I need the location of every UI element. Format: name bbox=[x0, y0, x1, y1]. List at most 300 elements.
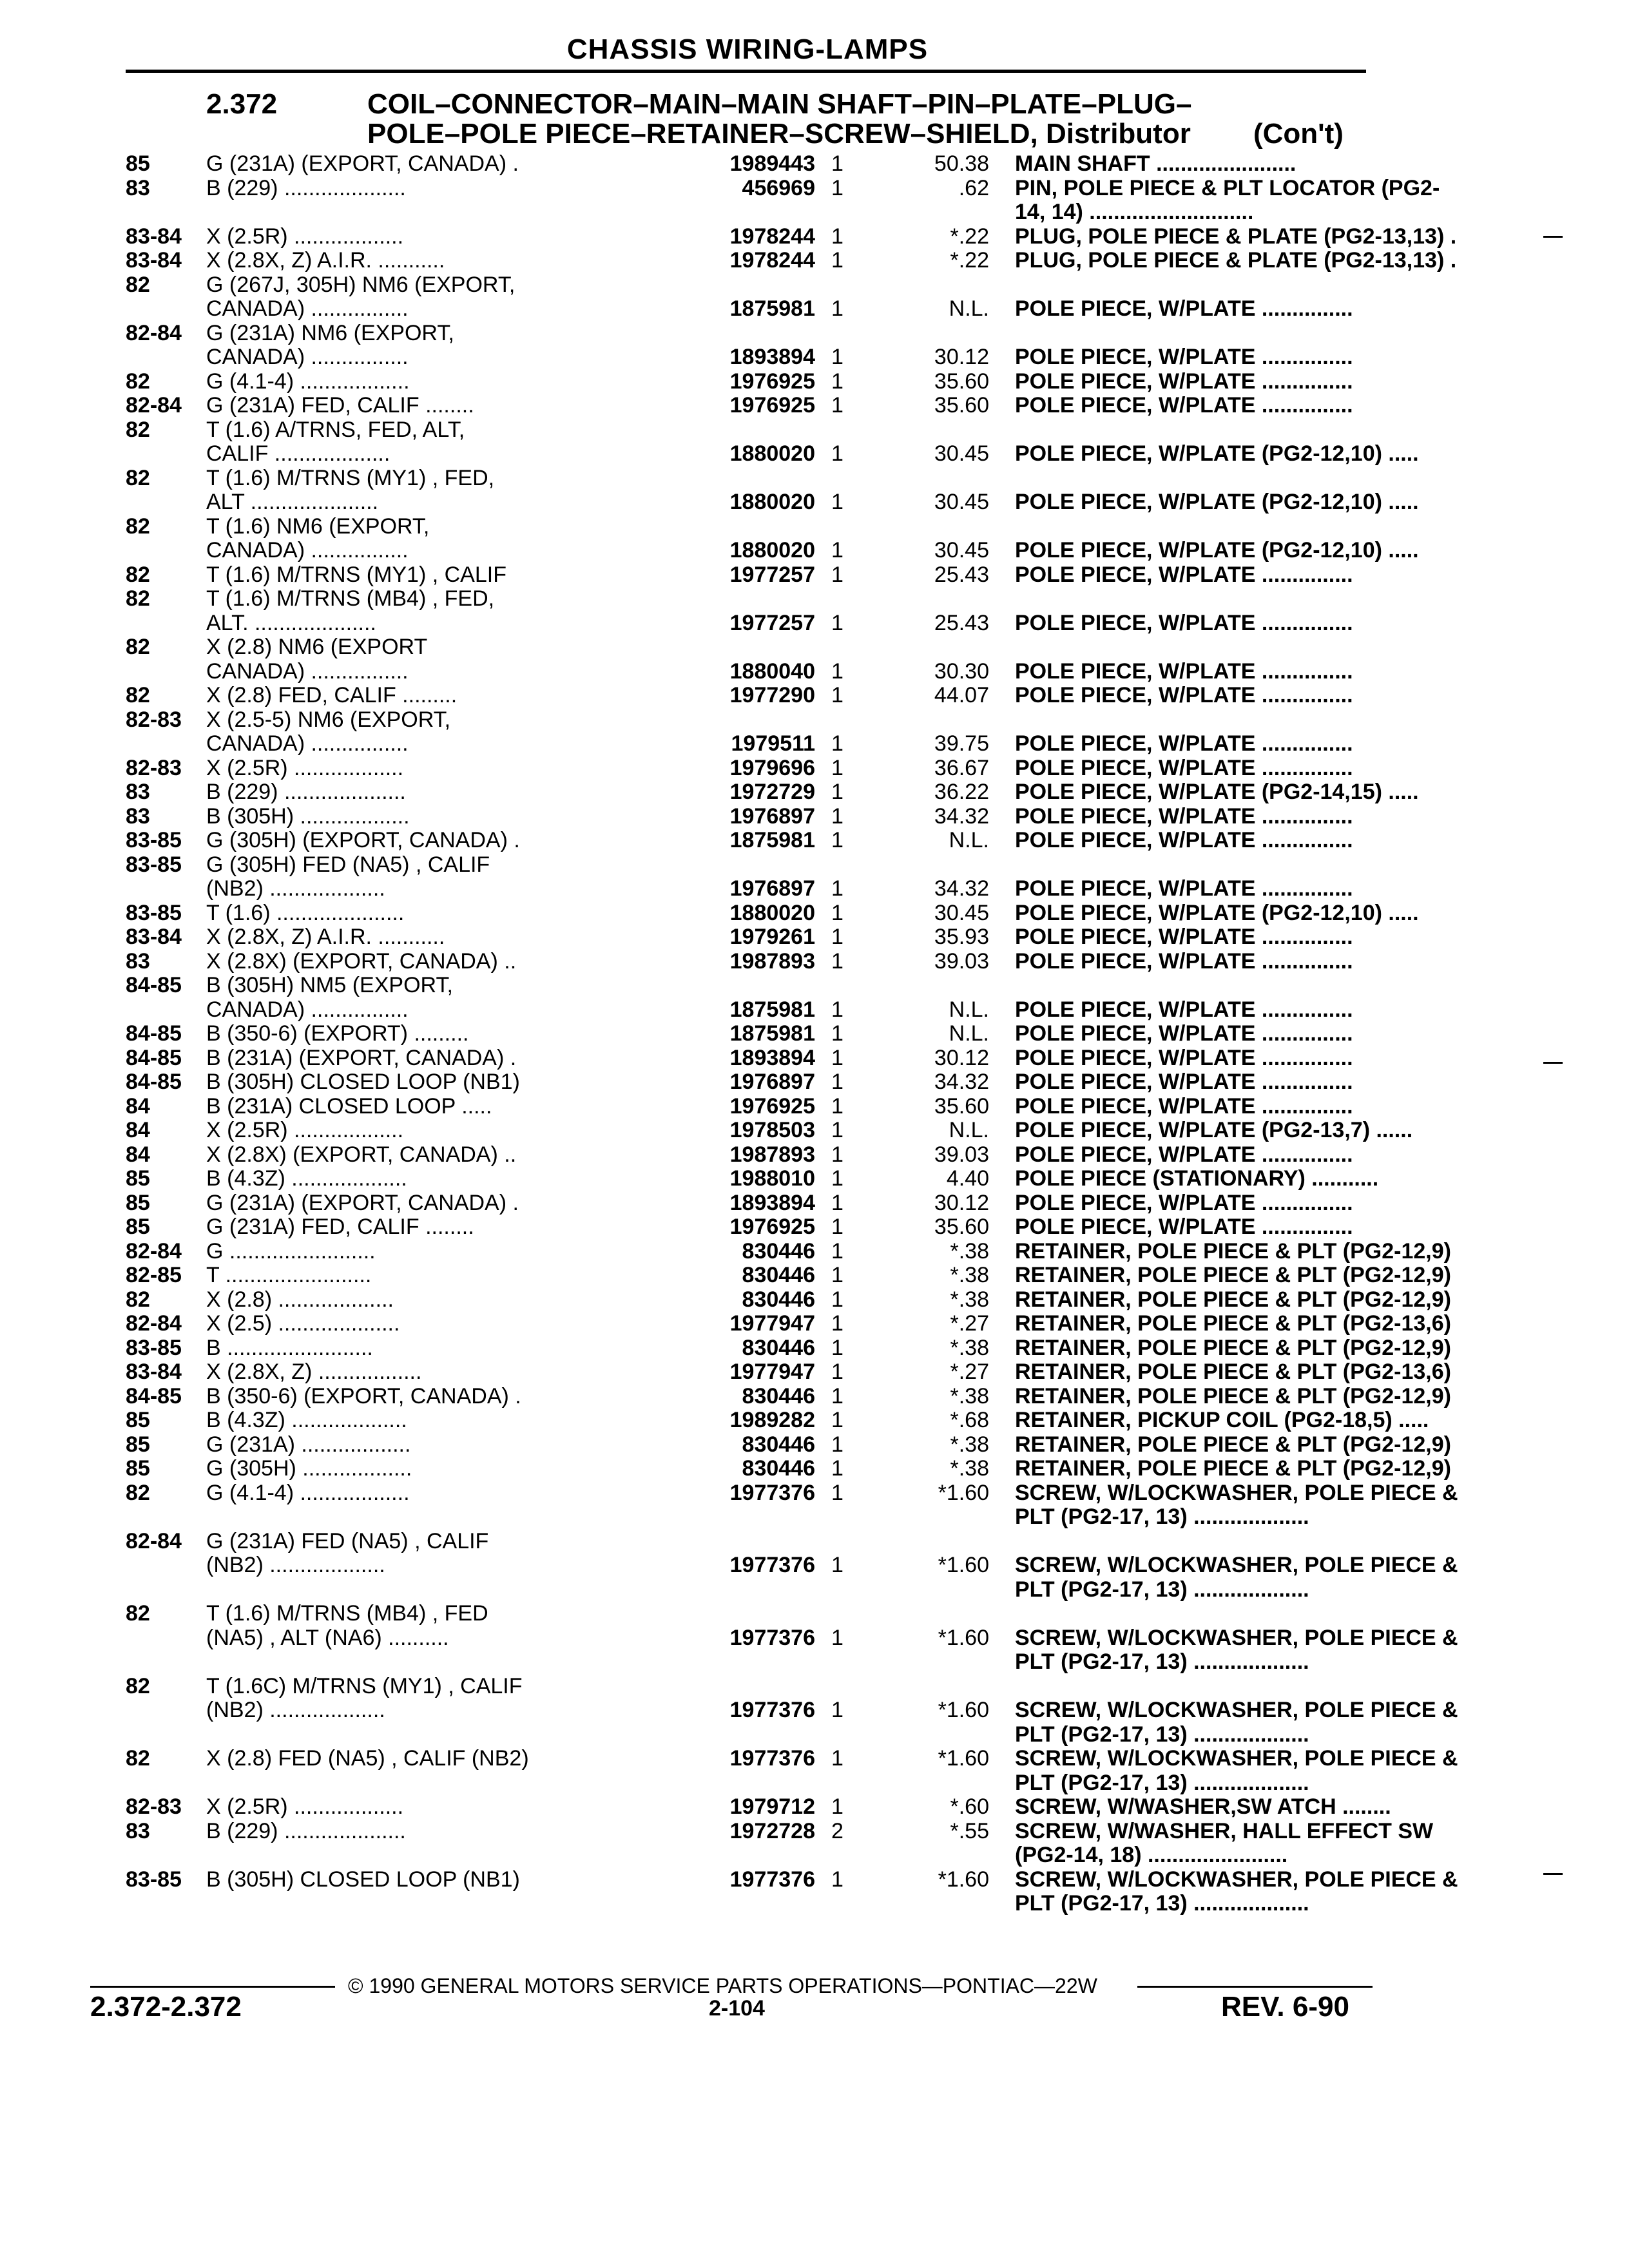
price-cell: 30.12 bbox=[934, 1045, 989, 1070]
description-cell: X (2.8) FED (NA5) , CALIF (NB2) bbox=[206, 1746, 529, 1771]
description-cell: CALIF ................... bbox=[206, 441, 390, 466]
quantity-cell: 1 bbox=[831, 1287, 843, 1312]
quantity-cell: 1 bbox=[831, 1480, 843, 1505]
table-row bbox=[126, 1698, 1458, 1723]
parts-list bbox=[126, 151, 1458, 1916]
quantity-cell: 1 bbox=[831, 441, 843, 466]
price-cell: N.L. bbox=[949, 1021, 989, 1046]
model-year-cell: 82 bbox=[126, 417, 150, 442]
model-year-cell: 82-83 bbox=[126, 755, 182, 780]
table-row bbox=[126, 1287, 1451, 1312]
quantity-cell: 1 bbox=[831, 780, 843, 804]
part-number-cell: 1977376 bbox=[729, 1553, 815, 1577]
quantity-cell: 1 bbox=[831, 296, 843, 321]
quantity-cell: 1 bbox=[831, 1311, 843, 1336]
part-name-cell: SCREW, W/LOCKWASHER, POLE PIECE & bbox=[1015, 1553, 1458, 1577]
part-number-cell: 1875981 bbox=[729, 997, 815, 1022]
model-year-cell: 82 bbox=[126, 1480, 150, 1505]
part-name-cell: RETAINER, POLE PIECE & PLT (PG2-12,9) bbox=[1015, 1383, 1451, 1408]
table-row bbox=[126, 1602, 1369, 1626]
price-cell: N.L. bbox=[949, 296, 989, 321]
model-year-cell: 82-84 bbox=[126, 320, 182, 345]
model-year-cell: 82 bbox=[126, 272, 150, 297]
quantity-cell: 2 bbox=[831, 1818, 843, 1843]
quantity-cell: 1 bbox=[831, 1408, 843, 1432]
quantity-cell: 1 bbox=[831, 1215, 843, 1239]
part-name-cell: RETAINER, POLE PIECE & PLT (PG2-12,9) bbox=[1015, 1238, 1451, 1264]
quantity-cell: 1 bbox=[831, 948, 843, 974]
model-year-cell: 83 bbox=[126, 1818, 150, 1843]
part-name-cell: POLE PIECE, W/PLATE ............... bbox=[1015, 1093, 1353, 1119]
description-cell: G (305H) (EXPORT, CANADA) . bbox=[206, 828, 520, 852]
model-year-cell: 84-85 bbox=[126, 1021, 182, 1046]
description-cell: B (305H) .................. bbox=[206, 803, 410, 829]
model-year-cell: 82-84 bbox=[126, 1238, 182, 1264]
model-year-cell: 83-85 bbox=[126, 828, 182, 852]
price-cell: *.22 bbox=[950, 224, 989, 249]
part-name-cell: POLE PIECE, W/PLATE (PG2-12,10) ..... bbox=[1015, 441, 1419, 466]
part-number-cell: 1880020 bbox=[729, 538, 815, 562]
quantity-cell: 1 bbox=[831, 1794, 843, 1819]
table-row bbox=[126, 1675, 1369, 1699]
table-row bbox=[126, 998, 1369, 1023]
table-row bbox=[126, 1335, 1451, 1361]
table-row bbox=[126, 1794, 1391, 1820]
description-cell: B (305H) CLOSED LOOP (NB1) bbox=[206, 1070, 520, 1094]
table-row bbox=[126, 370, 1369, 394]
part-name-cell: POLE PIECE, W/PLATE (PG2-12,10) ..... bbox=[1015, 900, 1419, 925]
price-cell: 36.22 bbox=[934, 780, 989, 804]
price-cell: 30.45 bbox=[934, 490, 989, 514]
price-cell: N.L. bbox=[949, 997, 989, 1022]
table-row bbox=[126, 1143, 1369, 1168]
part-number-cell: 1987893 bbox=[729, 948, 815, 974]
quantity-cell: 1 bbox=[831, 1093, 843, 1119]
part-number-cell: 1977290 bbox=[729, 683, 815, 707]
table-row bbox=[126, 1505, 1369, 1530]
description-cell: G (231A) (EXPORT, CANADA) . bbox=[206, 151, 519, 176]
model-year-cell: 82 bbox=[126, 1746, 150, 1771]
footer-rule bbox=[90, 1986, 335, 1988]
part-number-cell: 1976897 bbox=[729, 876, 815, 901]
part-name-cell: POLE PIECE, W/PLATE ............... bbox=[1015, 1142, 1353, 1167]
quantity-cell: 1 bbox=[831, 828, 843, 852]
description-cell: CANADA) ................ bbox=[206, 731, 409, 756]
model-year-cell: 82 bbox=[126, 562, 150, 587]
quantity-cell: 1 bbox=[831, 490, 843, 514]
price-cell: *.38 bbox=[950, 1335, 989, 1360]
description-cell: T (1.6) M/TRNS (MY1) , CALIF bbox=[206, 562, 506, 587]
part-number-cell: 1978503 bbox=[729, 1118, 815, 1142]
price-cell: 35.60 bbox=[934, 1215, 989, 1239]
part-name-cell: PLUG, POLE PIECE & PLATE (PG2-13,13) . bbox=[1015, 248, 1457, 273]
model-year-cell: 83 bbox=[126, 175, 150, 200]
description-cell: ALT ..................... bbox=[206, 490, 379, 514]
table-row bbox=[126, 708, 1369, 733]
part-name-cell: SCREW, W/LOCKWASHER, POLE PIECE & bbox=[1015, 1698, 1458, 1722]
quantity-cell: 1 bbox=[831, 876, 843, 901]
description-cell: G (231A) .................. bbox=[206, 1432, 411, 1457]
description-cell: CANADA) ................ bbox=[206, 345, 409, 369]
part-number-cell: 1989282 bbox=[729, 1408, 815, 1432]
table-row bbox=[126, 900, 1419, 926]
price-cell: 30.12 bbox=[934, 1190, 989, 1215]
model-year-cell: 85 bbox=[126, 1190, 150, 1215]
table-row bbox=[126, 1650, 1369, 1675]
quantity-cell: 1 bbox=[831, 151, 843, 176]
table-row bbox=[126, 1771, 1369, 1796]
price-cell: *.60 bbox=[950, 1794, 989, 1819]
table-row bbox=[126, 466, 1369, 491]
table-row bbox=[126, 684, 1369, 708]
part-number-cell: 830446 bbox=[742, 1335, 815, 1360]
table-row bbox=[126, 1867, 1458, 1892]
part-number-cell: 1875981 bbox=[729, 1021, 815, 1046]
part-number-cell: 1977376 bbox=[729, 1480, 815, 1505]
description-cell: T (1.6) M/TRNS (MY1) , FED, bbox=[206, 465, 495, 490]
quantity-cell: 1 bbox=[831, 1360, 843, 1384]
part-name-cell: POLE PIECE, W/PLATE (PG2-12,10) ..... bbox=[1015, 490, 1419, 514]
table-row bbox=[126, 394, 1369, 418]
quantity-cell: 1 bbox=[831, 755, 843, 780]
table-row bbox=[126, 1456, 1451, 1481]
description-cell: (NB2) ................... bbox=[206, 1698, 385, 1722]
part-name-cell: POLE PIECE, W/PLATE ............... bbox=[1015, 658, 1353, 684]
description-cell: G (4.1-4) .................. bbox=[206, 369, 410, 394]
model-year-cell: 84 bbox=[126, 1118, 150, 1142]
table-row bbox=[126, 1553, 1458, 1578]
part-number-cell: 1977947 bbox=[729, 1360, 815, 1384]
table-row bbox=[126, 1238, 1451, 1264]
part-number-cell: 1893894 bbox=[729, 1190, 815, 1215]
part-name-cell: RETAINER, POLE PIECE & PLT (PG2-12,9) bbox=[1015, 1263, 1451, 1287]
section-range: 2.372-2.372 bbox=[90, 1991, 242, 2023]
quantity-cell: 1 bbox=[831, 1456, 843, 1481]
price-cell: 30.45 bbox=[934, 441, 989, 466]
model-year-cell: 82-85 bbox=[126, 1263, 182, 1287]
price-cell: 50.38 bbox=[934, 151, 989, 176]
part-number-cell: 1893894 bbox=[729, 345, 815, 369]
description-cell: B ........................ bbox=[206, 1335, 373, 1360]
model-year-cell: 82-83 bbox=[126, 707, 182, 732]
description-cell: B (350-6) (EXPORT) ......... bbox=[206, 1021, 469, 1046]
quantity-cell: 1 bbox=[831, 1070, 843, 1094]
price-cell: 44.07 bbox=[934, 683, 989, 707]
description-cell: ALT. .................... bbox=[206, 610, 376, 635]
price-cell: 34.32 bbox=[934, 876, 989, 901]
part-name-cell: RETAINER, PICKUP COIL (PG2-18,5) ..... bbox=[1015, 1408, 1429, 1432]
part-name-cell: POLE PIECE, W/PLATE ............... bbox=[1015, 731, 1353, 756]
table-row bbox=[126, 418, 1369, 443]
part-name-cell: PLT (PG2-17, 13) ................... bbox=[1015, 1722, 1309, 1747]
part-name-cell: POLE PIECE, W/PLATE ............... bbox=[1015, 997, 1353, 1022]
table-row bbox=[126, 1215, 1369, 1240]
part-number-cell: 1988010 bbox=[729, 1166, 815, 1191]
table-row bbox=[126, 732, 1369, 756]
table-row bbox=[126, 1480, 1458, 1506]
part-name-cell: RETAINER, POLE PIECE & PLT (PG2-12,9) bbox=[1015, 1456, 1451, 1481]
table-row bbox=[126, 441, 1419, 466]
part-name-cell: POLE PIECE, W/PLATE ............... bbox=[1015, 393, 1353, 418]
description-cell: X (2.5R) .................. bbox=[206, 1118, 404, 1142]
quantity-cell: 1 bbox=[831, 658, 843, 684]
description-cell: G (305H) .................. bbox=[206, 1456, 412, 1481]
model-year-cell: 84-85 bbox=[126, 973, 182, 997]
part-name-cell: POLE PIECE, W/PLATE ............... bbox=[1015, 1045, 1353, 1070]
part-name-cell: POLE PIECE, W/PLATE ............... bbox=[1015, 828, 1353, 852]
part-name-cell: PLT (PG2-17, 13) ................... bbox=[1015, 1891, 1309, 1916]
price-cell: 35.60 bbox=[934, 1093, 989, 1119]
model-year-cell: 83-84 bbox=[126, 1360, 182, 1384]
part-name-cell: POLE PIECE, W/PLATE ............... bbox=[1015, 948, 1353, 974]
table-row bbox=[126, 1191, 1369, 1216]
model-year-cell: 83-84 bbox=[126, 925, 182, 949]
table-row bbox=[126, 297, 1369, 322]
part-number-cell: 456969 bbox=[742, 175, 815, 200]
part-name-cell: SCREW, W/LOCKWASHER, POLE PIECE & bbox=[1015, 1480, 1458, 1505]
description-cell: G (231A) FED, CALIF ........ bbox=[206, 393, 474, 418]
part-name-cell: PLT (PG2-17, 13) ................... bbox=[1015, 1577, 1309, 1602]
part-number-cell: 1977257 bbox=[729, 610, 815, 635]
table-row bbox=[126, 538, 1419, 563]
description-cell: T (1.6) NM6 (EXPORT, bbox=[206, 514, 430, 539]
quantity-cell: 1 bbox=[831, 538, 843, 562]
table-row bbox=[126, 1892, 1369, 1916]
description-cell: B (350-6) (EXPORT, CANADA) . bbox=[206, 1383, 521, 1408]
part-number-cell: 830446 bbox=[742, 1383, 815, 1408]
part-number-cell: 1880040 bbox=[729, 658, 815, 684]
price-cell: 39.75 bbox=[934, 731, 989, 756]
description-cell: X (2.5) .................... bbox=[206, 1311, 400, 1336]
table-row bbox=[126, 877, 1369, 901]
description-cell: X (2.5-5) NM6 (EXPORT, bbox=[206, 707, 451, 732]
description-cell: CANADA) ................ bbox=[206, 658, 409, 684]
part-name-cell: POLE PIECE, W/PLATE (PG2-14,15) ..... bbox=[1015, 780, 1419, 804]
table-row bbox=[126, 635, 1369, 660]
part-name-cell: POLE PIECE, W/PLATE ............... bbox=[1015, 1021, 1353, 1046]
part-number-cell: 1875981 bbox=[729, 296, 815, 321]
table-row bbox=[126, 1723, 1369, 1747]
quantity-cell: 1 bbox=[831, 393, 843, 418]
table-row bbox=[126, 853, 1369, 878]
description-cell: T (1.6) M/TRNS (MB4) , FED, bbox=[206, 586, 495, 611]
description-cell: G (305H) FED (NA5) , CALIF bbox=[206, 852, 490, 877]
part-name-cell: PLT (PG2-17, 13) ................... bbox=[1015, 1770, 1309, 1795]
footer-rule bbox=[1137, 1986, 1373, 1988]
table-row bbox=[126, 1818, 1434, 1844]
quantity-cell: 1 bbox=[831, 1263, 843, 1287]
description-cell: T (1.6) ..................... bbox=[206, 900, 405, 925]
part-number-cell: 1875981 bbox=[729, 828, 815, 852]
page-title: CHASSIS WIRING-LAMPS bbox=[566, 34, 929, 65]
quantity-cell: 1 bbox=[831, 1021, 843, 1046]
margin-mark bbox=[1543, 1873, 1563, 1875]
part-name-cell: PLT (PG2-17, 13) ................... bbox=[1015, 1649, 1309, 1674]
price-cell: *.68 bbox=[950, 1408, 989, 1432]
part-name-cell: SCREW, W/LOCKWASHER, POLE PIECE & bbox=[1015, 1867, 1458, 1892]
part-number-cell: 1976925 bbox=[729, 393, 815, 418]
table-row bbox=[126, 273, 1369, 298]
part-number-cell: 830446 bbox=[742, 1263, 815, 1287]
price-cell: *.38 bbox=[950, 1238, 989, 1264]
table-row bbox=[126, 611, 1369, 636]
description-cell: B (231A) (EXPORT, CANADA) . bbox=[206, 1045, 517, 1070]
table-row bbox=[126, 152, 1369, 177]
price-cell: *1.60 bbox=[938, 1625, 989, 1650]
price-cell: *1.60 bbox=[938, 1480, 989, 1505]
price-cell: 30.45 bbox=[934, 538, 989, 562]
model-year-cell: 82 bbox=[126, 1287, 150, 1312]
table-row bbox=[126, 1095, 1369, 1119]
description-cell: T (1.6) A/TRNS, FED, ALT, bbox=[206, 417, 465, 442]
part-number-cell: 1977376 bbox=[729, 1698, 815, 1722]
part-name-cell: RETAINER, POLE PIECE & PLT (PG2-12,9) bbox=[1015, 1287, 1451, 1312]
quantity-cell: 1 bbox=[831, 925, 843, 949]
header-rule bbox=[126, 70, 1366, 73]
model-year-cell: 85 bbox=[126, 1166, 150, 1191]
description-cell: B (229) .................... bbox=[206, 175, 406, 200]
model-year-cell: 82 bbox=[126, 465, 150, 490]
part-number-cell: 1977376 bbox=[729, 1867, 815, 1892]
part-name-cell: RETAINER, POLE PIECE & PLT (PG2-13,6) bbox=[1015, 1311, 1451, 1336]
description-cell: (NA5) , ALT (NA6) .......... bbox=[206, 1625, 449, 1650]
model-year-cell: 85 bbox=[126, 1215, 150, 1239]
quantity-cell: 1 bbox=[831, 248, 843, 273]
table-row bbox=[126, 1843, 1369, 1868]
table-row bbox=[126, 950, 1369, 974]
price-cell: *.27 bbox=[950, 1360, 989, 1384]
section-title-line2: POLE–POLE PIECE–RETAINER–SCREW–SHIELD, Distributor bbox=[367, 118, 1191, 149]
part-name-cell: POLE PIECE, W/PLATE ............... bbox=[1015, 925, 1353, 949]
model-year-cell: 83-85 bbox=[126, 1335, 182, 1360]
part-name-cell: RETAINER, POLE PIECE & PLT (PG2-13,6) bbox=[1015, 1360, 1451, 1384]
part-number-cell: 1976897 bbox=[729, 803, 815, 829]
part-number-cell: 830446 bbox=[742, 1456, 815, 1481]
part-number-cell: 1972728 bbox=[729, 1818, 815, 1843]
description-cell: T ........................ bbox=[206, 1263, 372, 1287]
part-name-cell: POLE PIECE, W/PLATE ............... bbox=[1015, 562, 1353, 587]
part-name-cell: POLE PIECE, W/PLATE ............... bbox=[1015, 1215, 1353, 1239]
part-number-cell: 1987893 bbox=[729, 1142, 815, 1167]
part-name-cell: POLE PIECE, W/PLATE ............... bbox=[1015, 1070, 1353, 1094]
part-name-cell: SCREW, W/WASHER,SW ATCH ........ bbox=[1015, 1794, 1391, 1819]
revision: REV. 6-90 bbox=[1221, 1991, 1349, 2023]
table-row bbox=[126, 1578, 1369, 1602]
model-year-cell: 85 bbox=[126, 1456, 150, 1481]
table-row bbox=[126, 175, 1440, 201]
quantity-cell: 1 bbox=[831, 224, 843, 249]
table-row bbox=[126, 829, 1369, 853]
quantity-cell: 1 bbox=[831, 345, 843, 369]
price-cell: 4.40 bbox=[946, 1166, 989, 1191]
part-number-cell: 1976925 bbox=[729, 1215, 815, 1239]
table-row bbox=[126, 1432, 1451, 1457]
table-row bbox=[126, 756, 1369, 781]
quantity-cell: 1 bbox=[831, 1383, 843, 1408]
part-name-cell: SCREW, W/LOCKWASHER, POLE PIECE & bbox=[1015, 1625, 1458, 1650]
price-cell: 30.12 bbox=[934, 345, 989, 369]
price-cell: 39.03 bbox=[934, 948, 989, 974]
model-year-cell: 84 bbox=[126, 1142, 150, 1167]
margin-mark bbox=[1543, 1062, 1563, 1064]
quantity-cell: 1 bbox=[831, 731, 843, 756]
price-cell: *1.60 bbox=[938, 1867, 989, 1892]
model-year-cell: 84-85 bbox=[126, 1070, 182, 1094]
description-cell: X (2.8X, Z) ................. bbox=[206, 1360, 422, 1384]
description-cell: X (2.8X) (EXPORT, CANADA) .. bbox=[206, 1142, 517, 1167]
model-year-cell: 84-85 bbox=[126, 1045, 182, 1070]
price-cell: 35.60 bbox=[934, 393, 989, 418]
price-cell: 34.32 bbox=[934, 803, 989, 829]
price-cell: 35.60 bbox=[934, 369, 989, 394]
model-year-cell: 83-85 bbox=[126, 1867, 182, 1892]
model-year-cell: 83 bbox=[126, 948, 150, 974]
section-number: 2.372 bbox=[206, 88, 278, 120]
part-number-cell: 1977947 bbox=[729, 1311, 815, 1336]
table-row bbox=[126, 974, 1369, 998]
model-year-cell: 82 bbox=[126, 514, 150, 539]
description-cell: G (231A) FED (NA5) , CALIF bbox=[206, 1528, 489, 1553]
description-cell: B (229) .................... bbox=[206, 1818, 406, 1843]
model-year-cell: 83-85 bbox=[126, 900, 182, 925]
description-cell: G (4.1-4) .................. bbox=[206, 1480, 410, 1505]
section-title-line1: COIL–CONNECTOR–MAIN–MAIN SHAFT–PIN–PLATE–PLUG– bbox=[367, 88, 1192, 120]
model-year-cell: 82 bbox=[126, 586, 150, 611]
margin-mark bbox=[1543, 236, 1563, 238]
part-number-cell: 830446 bbox=[742, 1287, 815, 1312]
part-number-cell: 830446 bbox=[742, 1238, 815, 1264]
part-name-cell: SCREW, W/WASHER, HALL EFFECT SW bbox=[1015, 1818, 1434, 1843]
quantity-cell: 1 bbox=[831, 369, 843, 394]
price-cell: 39.03 bbox=[934, 1142, 989, 1167]
table-row bbox=[126, 563, 1369, 588]
table-row bbox=[126, 1166, 1379, 1191]
table-row bbox=[126, 1625, 1458, 1651]
model-year-cell: 83 bbox=[126, 803, 150, 829]
quantity-cell: 1 bbox=[831, 997, 843, 1022]
page-header bbox=[129, 34, 1366, 66]
part-name-cell: PIN, POLE PIECE & PLT LOCATOR (PG2- bbox=[1015, 175, 1440, 200]
quantity-cell: 1 bbox=[831, 175, 843, 200]
description-cell: CANADA) ................ bbox=[206, 997, 409, 1022]
table-row bbox=[126, 490, 1419, 515]
part-number-cell: 1979712 bbox=[729, 1794, 815, 1819]
description-cell: X (2.8) FED, CALIF ......... bbox=[206, 683, 458, 707]
table-row bbox=[126, 345, 1369, 370]
description-cell: X (2.5R) .................. bbox=[206, 1794, 404, 1819]
price-cell: *.38 bbox=[950, 1263, 989, 1287]
description-cell: B (4.3Z) ................... bbox=[206, 1408, 407, 1432]
part-number-cell: 1972729 bbox=[729, 780, 815, 804]
table-row bbox=[126, 1022, 1369, 1046]
table-row bbox=[126, 224, 1457, 249]
description-cell: T (1.6C) M/TRNS (MY1) , CALIF bbox=[206, 1673, 523, 1698]
part-name-cell: POLE PIECE, W/PLATE ............... bbox=[1015, 345, 1353, 369]
price-cell: 30.30 bbox=[934, 658, 989, 684]
part-name-cell: POLE PIECE, W/PLATE ............... bbox=[1015, 296, 1353, 321]
part-name-cell: (PG2-14, 18) ....................... bbox=[1015, 1843, 1288, 1867]
model-year-cell: 82 bbox=[126, 369, 150, 394]
quantity-cell: 1 bbox=[831, 1553, 843, 1577]
description-cell: X (2.8X) (EXPORT, CANADA) .. bbox=[206, 948, 517, 974]
description-cell: X (2.8X, Z) A.I.R. ........... bbox=[206, 248, 445, 273]
quantity-cell: 1 bbox=[831, 1432, 843, 1457]
part-name-cell: SCREW, W/LOCKWASHER, POLE PIECE & bbox=[1015, 1746, 1458, 1771]
table-row bbox=[126, 1408, 1429, 1433]
part-number-cell: 1976925 bbox=[729, 369, 815, 394]
description-cell: B (4.3Z) ................... bbox=[206, 1166, 407, 1191]
part-number-cell: 1979511 bbox=[731, 731, 815, 756]
